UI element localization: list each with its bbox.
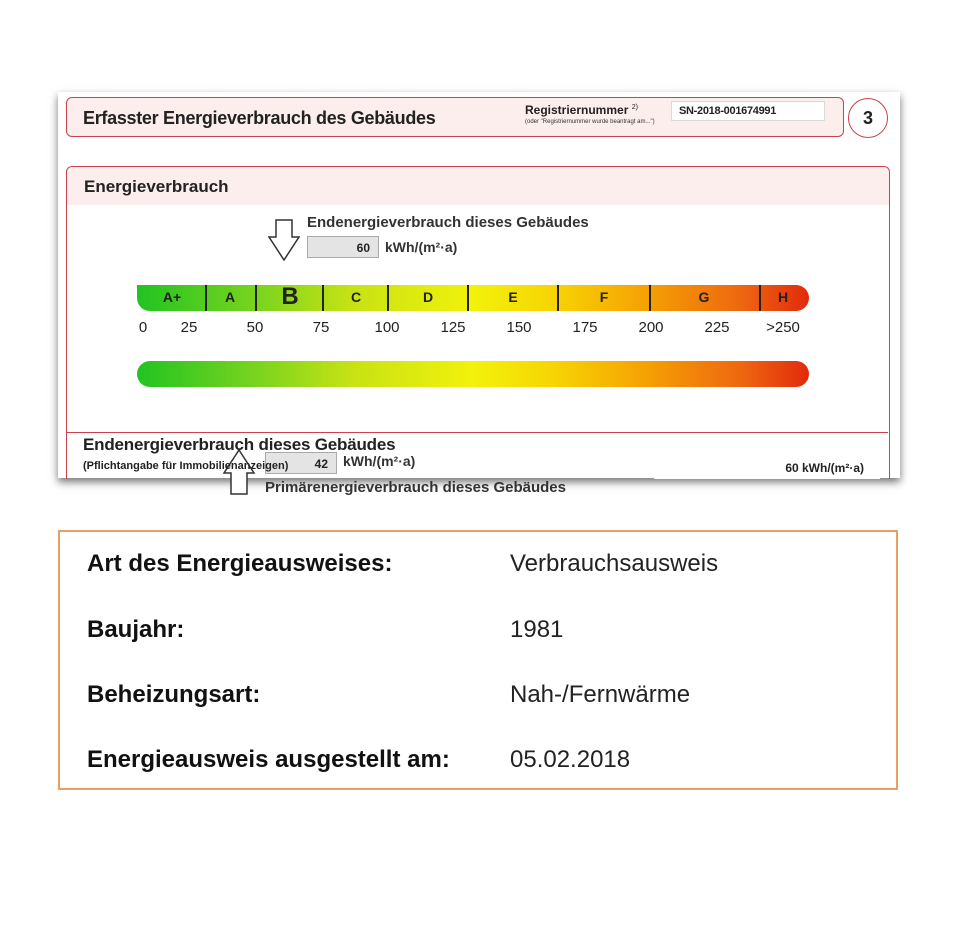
- section-header: [67, 167, 889, 205]
- page-number-badge: 3: [848, 98, 888, 138]
- end-energy-label: Endenergieverbrauch dieses Gebäudes: [307, 214, 589, 231]
- class-separator: [255, 285, 257, 311]
- class-separator: [322, 285, 324, 311]
- end-energy-value: 60: [307, 236, 379, 258]
- end-energy-unit: kWh/(m²·a): [385, 239, 458, 255]
- registration-footnote: 2): [631, 104, 638, 111]
- class-label: A+: [162, 289, 182, 305]
- info-value: Verbrauchsausweis: [510, 550, 719, 577]
- energy-scale: [137, 285, 809, 387]
- class-label: D: [422, 289, 434, 305]
- down-arrow-icon: [268, 219, 300, 261]
- registration-number: SN-2018-001674991: [679, 105, 777, 117]
- class-label: H: [777, 289, 789, 305]
- certificate-title: Erfasster Energieverbrauch des Gebäudes: [83, 108, 436, 128]
- scale-tick: 125: [440, 319, 466, 336]
- primary-energy-label: Primärenergieverbrauch dieses Gebäudes: [265, 479, 566, 496]
- class-label: E: [508, 289, 518, 305]
- class-separator: [387, 285, 389, 311]
- summary-value: 60 kWh/(m²·a): [785, 461, 864, 475]
- scale-gradient-bar: [137, 361, 809, 387]
- registration-label: Registriernummer $^{2)}$: [525, 103, 638, 117]
- scale-tick: 150: [506, 319, 532, 336]
- info-label: Energieausweis ausgestellt am:: [87, 746, 450, 773]
- info-label: Art des Energieausweises:: [87, 550, 393, 577]
- info-label: Beheizungsart:: [87, 681, 261, 708]
- primary-energy-unit: kWh/(m²·a): [343, 453, 416, 469]
- scale-tick: 75: [312, 319, 330, 336]
- scale-tick: 175: [572, 319, 598, 336]
- class-label: C: [350, 289, 362, 305]
- scale-tick: 50: [246, 319, 264, 336]
- info-value: Nah-/Fernwärme: [510, 681, 691, 708]
- scale-tick: 25: [180, 319, 198, 336]
- class-separator: [649, 285, 651, 311]
- section-title: Energieverbrauch: [84, 177, 229, 196]
- class-separator: [759, 285, 761, 311]
- class-label-active: B: [281, 283, 299, 310]
- certificate-header: [66, 97, 844, 137]
- class-label: G: [698, 289, 710, 305]
- summary-value-area: [654, 437, 880, 479]
- scale-tick: 100: [374, 319, 400, 336]
- primary-energy-value: 42: [265, 452, 337, 474]
- summary-title: Endenergieverbrauch dieses Gebäudes: [83, 435, 396, 454]
- summary-subtitle: (Pflichtangabe für Immobilienanzeigen): [83, 460, 289, 472]
- class-band: [137, 285, 809, 311]
- registration-note: (oder "Registriernummer wurde beantragt am..."): [525, 119, 655, 125]
- scale-tick: >250: [766, 319, 800, 336]
- class-separator: [467, 285, 469, 311]
- end-energy-summary: [66, 432, 888, 479]
- scale-tick: 200: [638, 319, 664, 336]
- info-value: 05.02.2018: [510, 746, 631, 773]
- scale-tick: 225: [704, 319, 730, 336]
- class-label: A: [224, 289, 236, 305]
- energy-certificate: [58, 92, 900, 496]
- info-label: Baujahr:: [87, 616, 185, 643]
- registration-number-box: [671, 101, 825, 121]
- info-value: 1981: [510, 616, 564, 643]
- scale-tick: 0: [138, 319, 148, 336]
- class-label: F: [599, 289, 609, 305]
- certificate-info-box: [58, 530, 898, 790]
- class-separator: [557, 285, 559, 311]
